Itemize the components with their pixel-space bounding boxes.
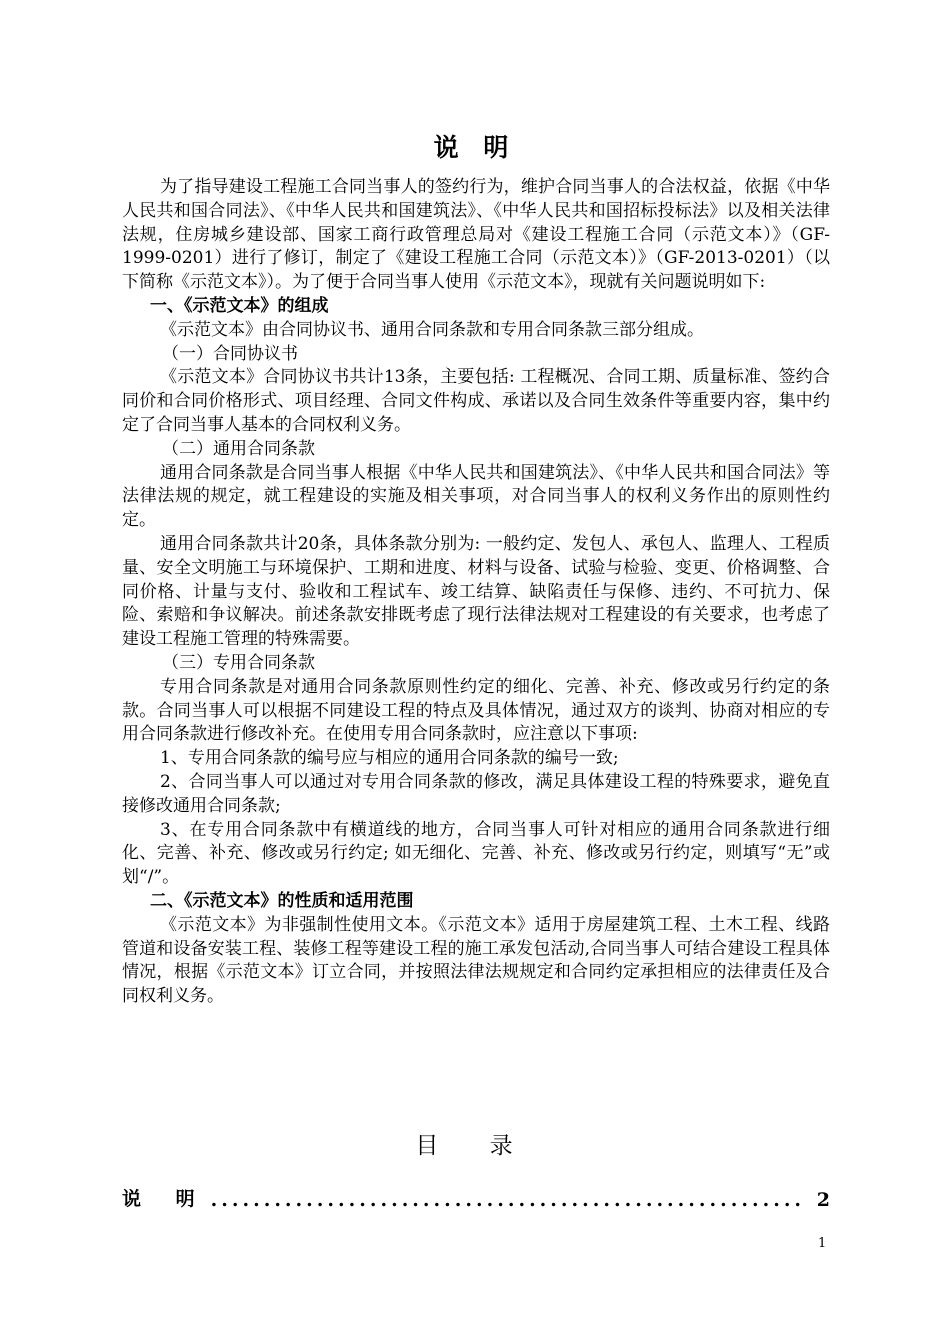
intro-paragraph: 为了指导建设工程施工合同当事人的签约行为，维护合同当事人的合法权益，依据《中华人民共和国合同法》、《中华人民共和国建筑法》、《中华人民共和国招标投标法》以及相关法律法规，住房城乡建设部、国家工商行政管理总局对《建设工程施工合同（示范文本）》（GF-1999-0201）进行了修订，制定了《建设工程施工合同（示范文本）》（GF-2013-0201）（以下简称《示范文本》）。为了便于合同当事人使用《示范文本》，现就有关问题说明如下: (122, 177, 830, 293)
general-terms-paragraph: 通用合同条款是合同当事人根据《中华人民共和国建筑法》、《中华人民共和国合同法》等法律法规的规定，就工程建设的实施及相关事项，对合同当事人的权利义务作出的原则性约定。 (122, 462, 830, 531)
subheading-special-terms: （三）专用合同条款 (162, 652, 315, 673)
note-item-2: 2、合同当事人可以通过对专用合同条款的修改，满足具体建设工程的特殊要求，避免直接修改通用合同条款; (122, 771, 830, 816)
section-heading-composition: 一、《示范文本》的组成 (150, 295, 329, 316)
page-title: 说 明 (433, 133, 517, 162)
section-heading-nature-scope: 二、《示范文本》的性质和适用范围 (150, 890, 414, 911)
subheading-agreement: （一）合同协议书 (162, 343, 298, 364)
note-item-1: 1、专用合同条款的编号应与相应的通用合同条款的编号一致; (160, 748, 619, 769)
note-item-3: 3、在专用合同条款中有横道线的地方，合同当事人可针对相应的通用合同条款进行细化、完善、补充、修改或另行约定; 如无细化、完善、补充、修改或另行约定，则填写“无”或划“/”。 (122, 819, 830, 888)
toc-entry[interactable] (122, 1183, 830, 1211)
composition-paragraph: 《示范文本》由合同协议书、通用合同条款和专用合同条款三部分组成。 (160, 319, 704, 340)
nature-scope-paragraph: 《示范文本》为非强制性使用文本。《示范文本》适用于房屋建筑工程、土木工程、线路管道和设备安装工程、装修工程等建设工程的施工承发包活动,合同当事人可结合建设工程具体情况，根据《示范文本》订立合同，并按照法律法规规定和合同约定承担相应的法律责任及合同权利义务。 (122, 914, 830, 1007)
toc-leader-dots: ........................................................ (210, 1189, 806, 1211)
toc-title: 目 录 (415, 1133, 535, 1159)
page-number: 1 (818, 1236, 827, 1251)
subheading-general-terms: （二）通用合同条款 (162, 438, 315, 459)
agreement-paragraph: 《示范文本》合同协议书共计13条，主要包括: 工程概况、合同工期、质量标准、签约合同价和合同价格形式、项目经理、合同文件构成、承诺以及合同生效条件等重要内容，集中约定了合同当事人基本的合同权利义务。 (122, 367, 830, 435)
toc-entry-page: 2 (816, 1189, 830, 1211)
general-terms-list-paragraph: 通用合同条款共计20条，具体条款分别为: 一般约定、发包人、承包人、监理人、工程质量、安全文明施工与环境保护、工期和进度、材料与设备、试验与检验、变更、价格调整、合同价格、计量与支付、验收和工程试车、竣工结算、缺陷责任与保修、违约、不可抗力、保险、索赔和争议解决。前述条款安排既考虑了现行法律法规对工程建设的有关要求，也考虑了建设工程施工管理的特殊需要。 (122, 533, 830, 650)
special-terms-paragraph: 专用合同条款是对通用合同条款原则性约定的细化、完善、补充、修改或另行约定的条款。合同当事人可以根据不同建设工程的特点及具体情况，通过双方的谈判、协商对相应的专用合同条款进行修改补充。在使用专用合同条款时，应注意以下事项: (122, 676, 830, 745)
explanation-body (122, 176, 830, 1009)
toc-entry-label: 说 明 (122, 1188, 209, 1210)
